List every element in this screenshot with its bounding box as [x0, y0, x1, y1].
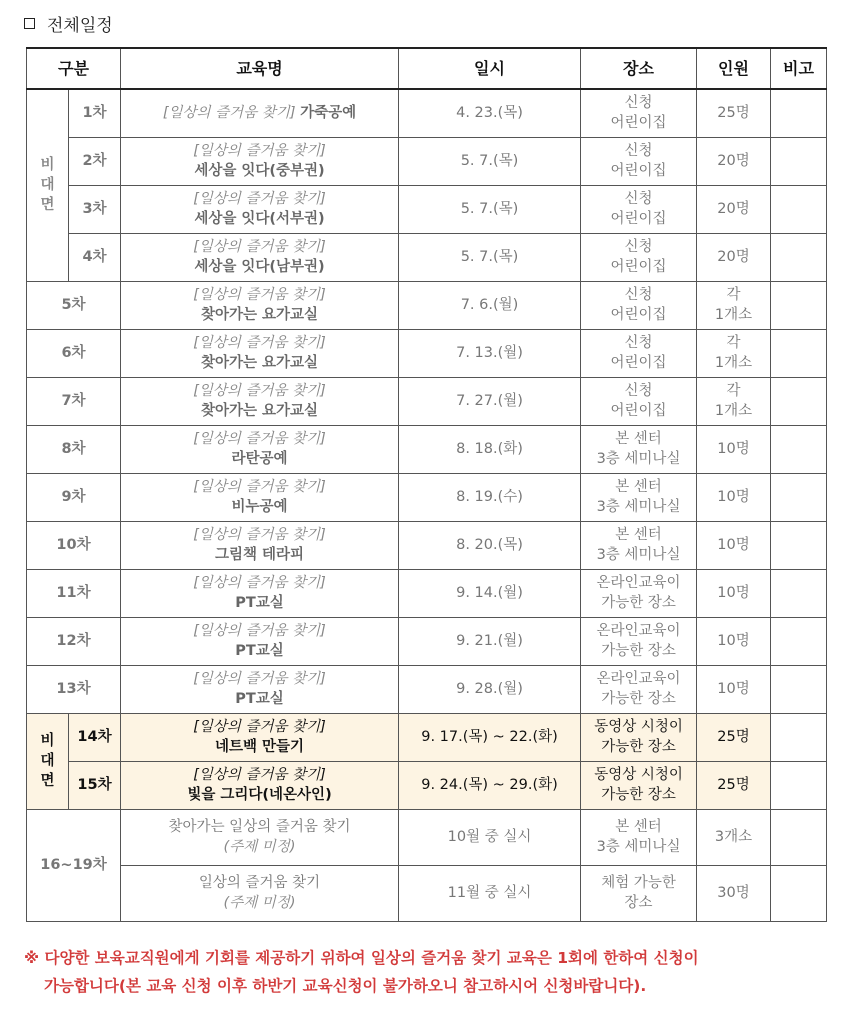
session-place: 동영상 시청이 가능한 장소 [581, 761, 697, 809]
session-number: 2차 [69, 137, 121, 185]
session-people: 3개소 [697, 809, 771, 865]
session-number: 4차 [69, 233, 121, 281]
session-people: 각 1개소 [697, 281, 771, 329]
table-row [27, 377, 827, 425]
section-heading-text: 전체일정 [47, 15, 113, 36]
session-number: 11차 [27, 569, 121, 617]
session-date: 9. 21.(월) [399, 617, 581, 665]
session-remarks [771, 329, 827, 377]
col-header-people: 인원 [697, 48, 771, 89]
session-people: 각 1개소 [697, 329, 771, 377]
session-remarks [771, 665, 827, 713]
checkbox-bullet-icon [24, 18, 35, 29]
table-row [27, 665, 827, 713]
session-date: 10월 중 실시 [399, 809, 581, 865]
col-header-course: 교육명 [121, 48, 399, 89]
session-remarks [771, 425, 827, 473]
session-people: 25명 [697, 89, 771, 137]
notice-line-1: ※ 다양한 보육교직원에게 기회를 제공하기 위하여 일상의 즐거움 찾기 교육은 1회에 한하여 신청이 [24, 949, 699, 967]
table-row-highlight [27, 713, 827, 761]
group-nonface [27, 89, 69, 281]
session-people: 25명 [697, 761, 771, 809]
session-date: 8. 19.(수) [399, 473, 581, 521]
session-remarks [771, 185, 827, 233]
table-row-highlight [27, 761, 827, 809]
session-place: 본 센터 3층 세미나실 [581, 809, 697, 865]
session-date: 8. 20.(목) [399, 521, 581, 569]
header-row [27, 48, 827, 89]
session-place: 본 센터 3층 세미나실 [581, 521, 697, 569]
session-number: 13차 [27, 665, 121, 713]
session-date: 7. 27.(월) [399, 377, 581, 425]
session-date: 7. 6.(월) [399, 281, 581, 329]
course-name: [일상의 즐거움 찾기] 찾아가는 요가교실 [121, 281, 399, 329]
col-header-place: 장소 [581, 48, 697, 89]
table-row [27, 473, 827, 521]
table-row [27, 617, 827, 665]
session-people: 각 1개소 [697, 377, 771, 425]
session-place: 동영상 시청이 가능한 장소 [581, 713, 697, 761]
session-date: 5. 7.(목) [399, 233, 581, 281]
session-number: 15차 [69, 761, 121, 809]
session-date: 7. 13.(월) [399, 329, 581, 377]
session-place: 온라인교육이 가능한 장소 [581, 569, 697, 617]
session-remarks [771, 137, 827, 185]
session-number: 9차 [27, 473, 121, 521]
course-name: 찾아가는 일상의 즐거움 찾기 (주제 미정) [121, 809, 399, 865]
session-number: 10차 [27, 521, 121, 569]
group-label: 비 대 면 [40, 733, 55, 789]
session-date: 5. 7.(목) [399, 185, 581, 233]
course-name: [일상의 즐거움 찾기] 가죽공예 [121, 89, 399, 137]
session-number: 1차 [69, 89, 121, 137]
table-row [27, 521, 827, 569]
session-place: 신청 어린이집 [581, 233, 697, 281]
session-remarks [771, 809, 827, 865]
session-number: 16~19차 [27, 809, 121, 921]
session-place: 신청 어린이집 [581, 377, 697, 425]
session-remarks [771, 617, 827, 665]
course-name: [일상의 즐거움 찾기] 그림책 테라피 [121, 521, 399, 569]
session-place: 신청 어린이집 [581, 281, 697, 329]
session-place: 신청 어린이집 [581, 185, 697, 233]
col-header-remarks: 비고 [771, 48, 827, 89]
course-name: [일상의 즐거움 찾기] 세상을 잇다(남부권) [121, 233, 399, 281]
session-remarks [771, 89, 827, 137]
session-number: 7차 [27, 377, 121, 425]
session-date: 11월 중 실시 [399, 865, 581, 921]
session-people: 20명 [697, 185, 771, 233]
session-number: 3차 [69, 185, 121, 233]
session-place: 본 센터 3층 세미나실 [581, 425, 697, 473]
course-name: [일상의 즐거움 찾기] 찾아가는 요가교실 [121, 329, 399, 377]
table-row [27, 137, 827, 185]
session-date: 9. 24.(목) ~ 29.(화) [399, 761, 581, 809]
session-place: 신청 어린이집 [581, 329, 697, 377]
session-remarks [771, 377, 827, 425]
course-name: [일상의 즐거움 찾기] PT교실 [121, 569, 399, 617]
session-remarks [771, 865, 827, 921]
session-remarks [771, 473, 827, 521]
session-people: 10명 [697, 617, 771, 665]
course-name: 일상의 즐거움 찾기 (주제 미정) [121, 865, 399, 921]
course-name: [일상의 즐거움 찾기] PT교실 [121, 665, 399, 713]
session-remarks [771, 569, 827, 617]
session-number: 5차 [27, 281, 121, 329]
session-people: 10명 [697, 425, 771, 473]
course-name: [일상의 즐거움 찾기] 네트백 만들기 [121, 713, 399, 761]
session-date: 4. 23.(목) [399, 89, 581, 137]
group-nonface-2 [27, 713, 69, 809]
session-people: 10명 [697, 569, 771, 617]
course-name: [일상의 즐거움 찾기] 세상을 잇다(중부권) [121, 137, 399, 185]
session-people: 25명 [697, 713, 771, 761]
session-remarks [771, 761, 827, 809]
course-name: [일상의 즐거움 찾기] 찾아가는 요가교실 [121, 377, 399, 425]
table-row [27, 809, 827, 865]
table-row [27, 233, 827, 281]
session-people: 10명 [697, 665, 771, 713]
schedule-table [26, 47, 827, 922]
session-people: 20명 [697, 233, 771, 281]
session-people: 30명 [697, 865, 771, 921]
session-date: 5. 7.(목) [399, 137, 581, 185]
table-row [27, 865, 827, 921]
course-name: [일상의 즐거움 찾기] 비누공예 [121, 473, 399, 521]
session-people: 20명 [697, 137, 771, 185]
session-number: 12차 [27, 617, 121, 665]
session-date: 9. 17.(목) ~ 22.(화) [399, 713, 581, 761]
course-name: [일상의 즐거움 찾기] 세상을 잇다(서부권) [121, 185, 399, 233]
course-name: [일상의 즐거움 찾기] 빛을 그리다(네온사인) [121, 761, 399, 809]
col-header-category: 구분 [27, 48, 121, 89]
table-row [27, 425, 827, 473]
course-name: [일상의 즐거움 찾기] 라탄공예 [121, 425, 399, 473]
table-row [27, 281, 827, 329]
session-people: 10명 [697, 521, 771, 569]
session-number: 8차 [27, 425, 121, 473]
table-row [27, 329, 827, 377]
session-remarks [771, 233, 827, 281]
session-date: 8. 18.(화) [399, 425, 581, 473]
session-date: 9. 28.(월) [399, 665, 581, 713]
session-remarks [771, 281, 827, 329]
session-place: 체험 가능한 장소 [581, 865, 697, 921]
session-place: 신청 어린이집 [581, 137, 697, 185]
session-remarks [771, 713, 827, 761]
col-header-date: 일시 [399, 48, 581, 89]
session-people: 10명 [697, 473, 771, 521]
table-row [27, 89, 827, 137]
session-place: 본 센터 3층 세미나실 [581, 473, 697, 521]
session-number: 14차 [69, 713, 121, 761]
course-name: [일상의 즐거움 찾기] PT교실 [121, 617, 399, 665]
section-heading [24, 10, 113, 36]
session-remarks [771, 521, 827, 569]
table-row [27, 185, 827, 233]
session-place: 온라인교육이 가능한 장소 [581, 617, 697, 665]
notice-line-2: 가능합니다(본 교육 신청 이후 하반기 교육신청이 불가하오니 참고하시어 신청바랍니다). [44, 977, 647, 995]
session-place: 온라인교육이 가능한 장소 [581, 665, 697, 713]
session-number: 6차 [27, 329, 121, 377]
session-date: 9. 14.(월) [399, 569, 581, 617]
table-row [27, 569, 827, 617]
notice-text [24, 944, 830, 1000]
group-label: 비 대 면 [40, 157, 55, 214]
session-place: 신청 어린이집 [581, 89, 697, 137]
